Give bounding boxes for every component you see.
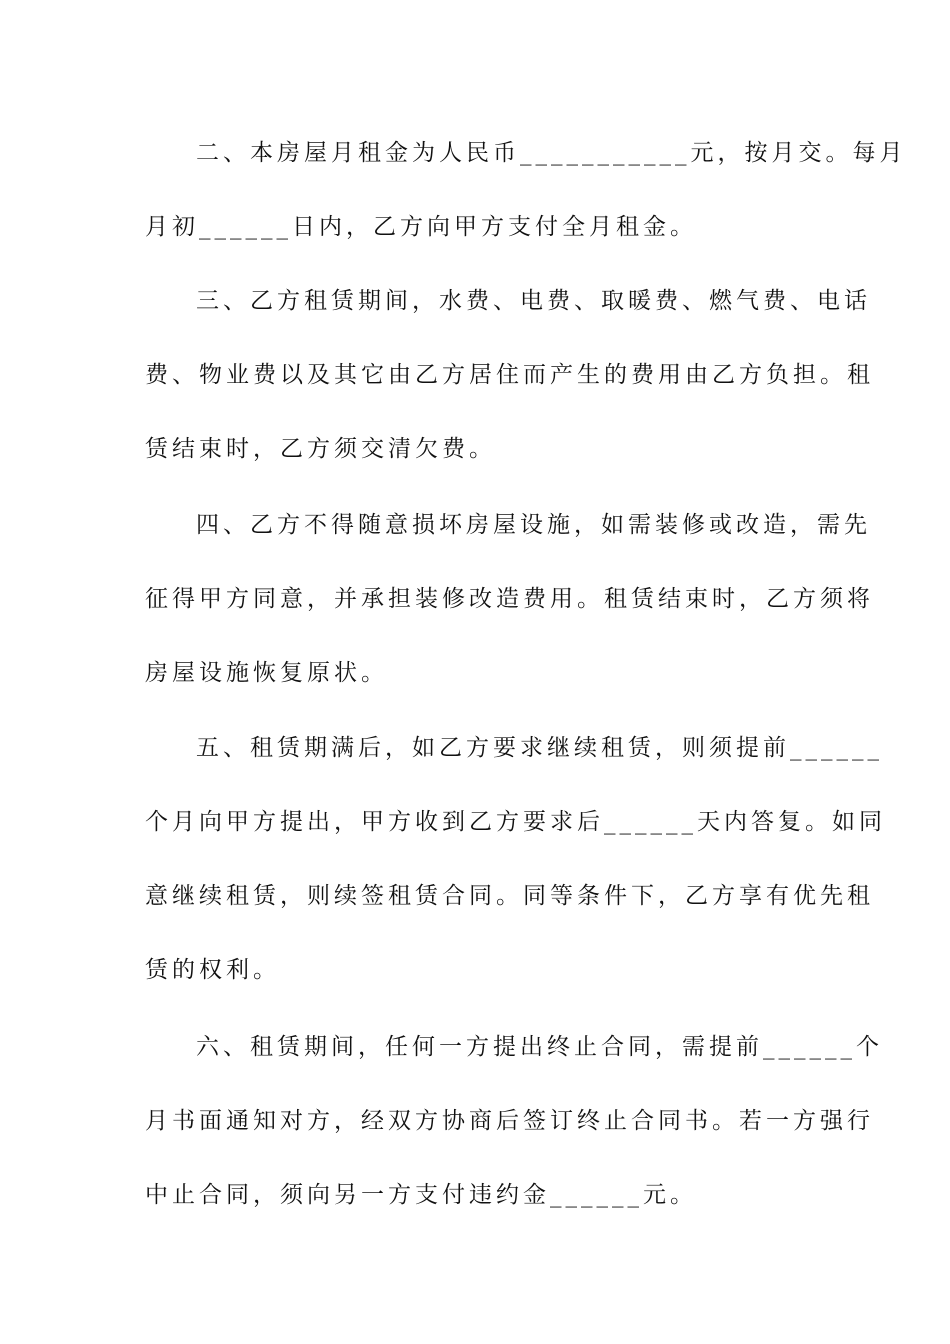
clause-5-line-1: 五、租赁期满后，如乙方要求继续租赁，则须提前______ [196,735,883,761]
clause-3-line-3: 赁结束时，乙方须交清欠费。 [145,436,496,462]
clause-4-line-2: 征得甲方同意，并承担装修改造费用。租赁结束时，乙方须将 [145,586,874,612]
clause-4-line-1: 四、乙方不得随意损坏房屋设施，如需装修或改造，需先 [196,512,871,538]
clause-6-line-2: 月书面通知对方，经双方协商后签订终止合同书。若一方强行 [145,1108,874,1134]
clause-5-line-3: 意继续租赁，则续签租赁合同。同等条件下，乙方享有优先租 [145,883,874,909]
clause-2-line-2: 月初______日内，乙方向甲方支付全月租金。 [145,214,697,240]
clause-5-line-4: 赁的权利。 [145,957,280,983]
clause-3-line-1: 三、乙方租赁期间，水费、电费、取暖费、燃气费、电话 [196,288,871,314]
clause-5-line-2: 个月向甲方提出，甲方收到乙方要求后______天内答复。如同 [145,809,886,835]
clause-3-line-2: 费、物业费以及其它由乙方居住而产生的费用由乙方负担。租 [145,362,874,388]
clause-2-line-1: 二、本房屋月租金为人民币___________元，按月交。每月 [196,140,907,166]
clause-4-line-3: 房屋设施恢复原状。 [145,660,388,686]
clause-6-line-1: 六、租赁期间，任何一方提出终止合同，需提前______个 [196,1034,883,1060]
clause-6-line-3: 中止合同，须向另一方支付违约金______元。 [145,1182,697,1208]
